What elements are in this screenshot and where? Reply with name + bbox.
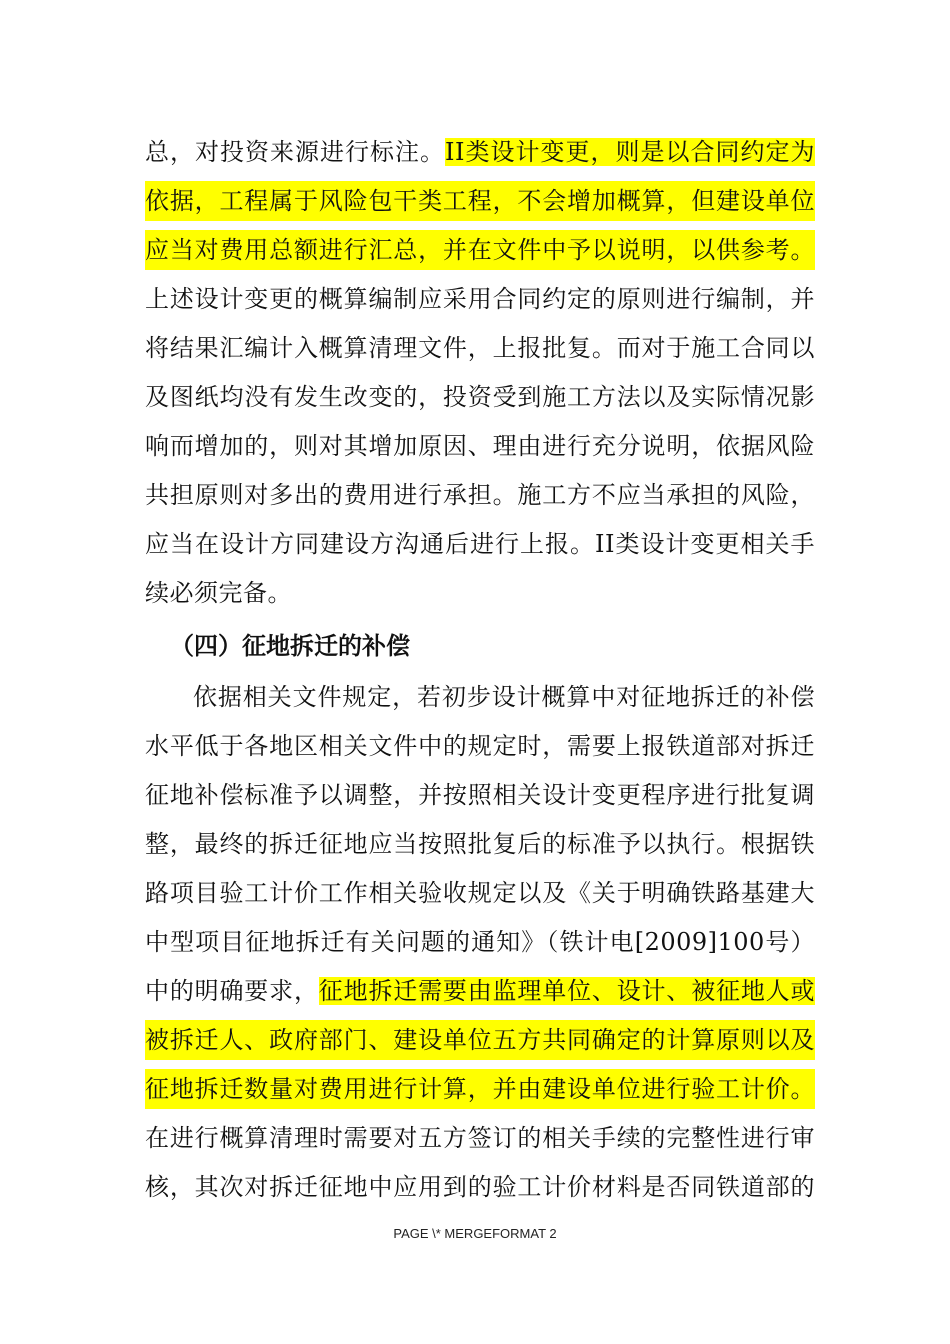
text-line-highlighted: 应当对费用总额进行汇总，并在文件中予以说明，以供参考。 [145,230,815,270]
text-line-highlighted: 被拆迁人、政府部门、建设单位五方共同确定的计算原则以及 [145,1020,815,1060]
highlighted-text: II类设计变更，则是以合同约定为 [445,138,815,166]
text-line [145,132,815,172]
text-line: 征地补偿标准予以调整，并按照相关设计变更程序进行批复调 [145,781,815,809]
text-line: 响而增加的，则对其增加原因、理由进行充分说明，依据风险 [145,432,815,460]
text-line: 续必须完备。 [145,579,292,607]
text-line: 路项目验工计价工作相关验收规定以及《关于明确铁路基建大 [145,879,815,907]
text-plain: 总，对投资来源进行标注。 [145,138,446,166]
text-line: 将结果汇编计入概算清理文件，上报批复。而对于施工合同以 [145,334,815,362]
text-line-highlighted: 依据，工程属于风险包干类工程，不会增加概算，但建设单位 [145,181,815,221]
text-line-highlighted: 征地拆迁数量对费用进行计算，并由建设单位进行验工计价。 [145,1069,815,1109]
text-line: 应当在设计方同建设方沟通后进行上报。II类设计变更相关手 [145,530,815,558]
text-line: 中型项目征地拆迁有关问题的通知》（铁计电[2009]100号） [145,928,815,956]
text-line: 在进行概算清理时需要对五方签订的相关手续的完整性进行审 [145,1124,815,1152]
text-line: 整，最终的拆迁征地应当按照批复后的标准予以执行。根据铁 [145,830,815,858]
text-line: 共担原则对多出的费用进行承担。施工方不应当承担的风险， [145,481,815,509]
text-line [145,971,815,1011]
page-footer: PAGE \* MERGEFORMAT 2 [393,1226,557,1241]
section-heading: （四）征地拆迁的补偿 [170,632,410,660]
text-line: 及图纸均没有发生改变的，投资受到施工方法以及实际情况影 [145,383,815,411]
text-line: 上述设计变更的概算编制应采用合同约定的原则进行编制，并 [145,285,815,313]
highlighted-text: 征地拆迁需要由监理单位、设计、被征地人或 [318,977,816,1005]
text-line: 依据相关文件规定，若初步设计概算中对征地拆迁的补偿 [193,683,815,711]
text-line: 水平低于各地区相关文件中的规定时，需要上报铁道部对拆迁 [145,732,815,760]
text-line: 核，其次对拆迁征地中应用到的验工计价材料是否同铁道部的 [145,1173,815,1201]
text-plain: 中的明确要求， [145,977,319,1005]
